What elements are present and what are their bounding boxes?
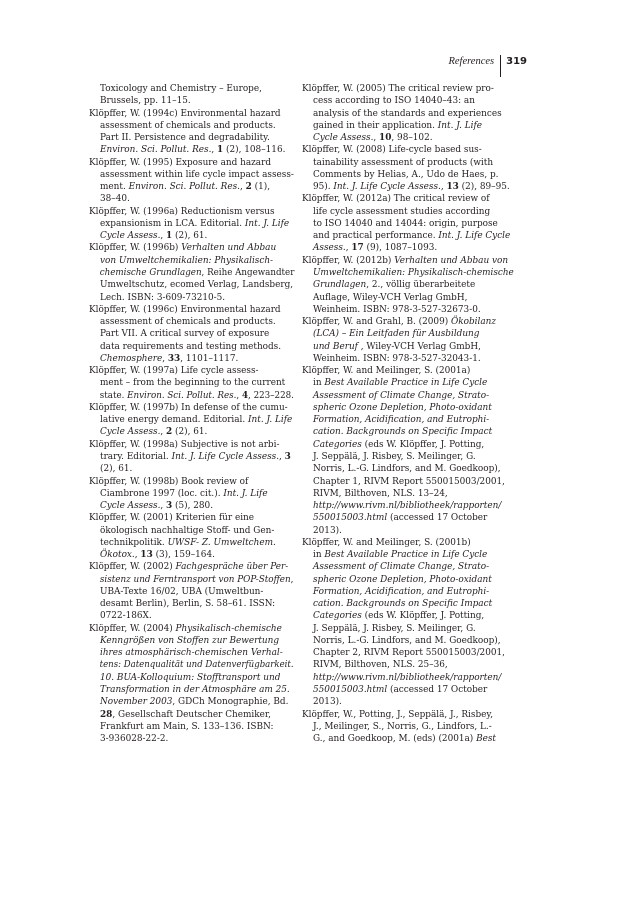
italic-segment: Environ. Sci. Pollut. Res.	[127, 390, 237, 401]
reference-entry-start	[302, 316, 514, 328]
page-number: 319	[506, 56, 527, 67]
text-segment: (eds W. Klöpffer, J. Potting,	[361, 439, 485, 450]
section-title: References	[448, 56, 495, 67]
reference-line	[302, 341, 514, 353]
text-segment: Ciambrone 1997 (loc. cit.).	[100, 488, 224, 499]
italic-segment: Cycle Assess.	[100, 427, 161, 438]
reference-line	[302, 304, 514, 316]
reference-line	[302, 561, 514, 573]
reference-line	[302, 598, 514, 610]
text-segment: , 1101–1117.	[180, 353, 239, 364]
italic-segment: Formation, Acidification, and Eutrophi-	[313, 586, 490, 597]
reference-line	[302, 120, 514, 132]
reference-entry-start	[89, 439, 294, 451]
reference-line	[302, 623, 514, 635]
italic-segment: 10. BUA-Kolloquium: Stofftransport und	[100, 672, 281, 683]
reference-line	[302, 267, 513, 279]
text-segment: and practical performance.	[313, 231, 439, 242]
reference-line	[302, 157, 514, 169]
italic-segment: Int. J. Life Cycle	[438, 231, 511, 242]
reference-line	[302, 218, 514, 230]
reference-line	[302, 647, 514, 659]
text-segment: ,	[440, 182, 447, 193]
text-segment: Klöpffer, W. (2008) Life-cycle based sus-	[302, 145, 482, 156]
reference-line	[302, 488, 514, 500]
italic-segment: von Umweltchemikalien: Physikalisch-	[100, 255, 274, 266]
reference-line	[302, 610, 514, 622]
header-divider	[500, 55, 501, 77]
reference-line	[302, 525, 514, 537]
italic-segment: 550015003.html	[313, 685, 388, 696]
italic-segment: Assessment of Climate Change, Strato-	[313, 390, 490, 401]
text-segment: Klöpffer, W. (2004)	[89, 623, 176, 634]
reference-entry-start	[89, 206, 294, 218]
text-segment: Lech. ISBN: 3-609-73210-5.	[100, 292, 226, 303]
italic-segment: Verhalten und Abbau	[181, 243, 277, 254]
text-segment: Auflage, Wiley-VCH Verlag GmbH,	[313, 292, 468, 303]
reference-entry-start	[89, 108, 294, 120]
reference-line	[89, 316, 294, 328]
reference-line	[302, 402, 514, 414]
bold-segment: 2	[245, 182, 252, 193]
reference-line	[302, 512, 514, 524]
italic-segment: Best Available Practice in Life Cycle	[324, 378, 488, 389]
reference-line	[302, 230, 514, 242]
reference-line	[89, 83, 294, 95]
text-segment: Klöpffer, W. (1996b)	[89, 243, 182, 254]
italic-segment: Chemosphere	[100, 353, 163, 364]
reference-line	[89, 709, 294, 721]
reference-entry-start	[89, 402, 294, 414]
italic-segment: cation. Backgrounds on Specific Impact	[313, 427, 493, 438]
reference-line	[89, 144, 294, 156]
bold-segment: 3	[166, 501, 173, 512]
italic-segment: chemische Grundlagen	[99, 267, 202, 278]
italic-segment: Int. J. Life	[248, 415, 293, 426]
reference-line	[302, 377, 514, 389]
reference-entry-start	[302, 255, 514, 267]
text-segment: Klöpffer, W. and Meilinger, S. (2001b)	[302, 537, 471, 548]
text-segment: assessment within life cycle impact assess-	[100, 169, 294, 180]
text-segment: Brussels, pp. 11–15.	[100, 96, 191, 107]
reference-entry-start	[302, 193, 514, 205]
text-segment: Klöpffer, W. (1998a) Subjective is not arbi-	[89, 439, 280, 450]
text-segment: UBA-Texte 16/02, UBA (Umweltbun-	[100, 586, 264, 597]
italic-segment: Best	[476, 734, 496, 745]
text-segment: Weinheim. ISBN: 978-3-527-32673-0.	[313, 304, 481, 315]
italic-segment: Int. J. Life	[244, 218, 290, 229]
running-header	[448, 55, 527, 77]
reference-line	[302, 206, 514, 218]
text-segment: Chapter 2, RIVM Report 550015003/2001,	[313, 648, 505, 659]
text-segment: ,	[236, 390, 242, 401]
italic-segment: Formation, Acidification, and Eutrophi-	[313, 415, 490, 426]
text-segment: Klöpffer, W. and Grahl, B. (2009)	[302, 317, 451, 328]
text-segment: (2), 61.	[100, 464, 133, 475]
reference-line	[89, 647, 294, 659]
reference-line	[302, 426, 514, 438]
reference-line	[89, 426, 294, 438]
reference-line	[89, 120, 294, 132]
reference-entry-start	[302, 144, 514, 156]
reference-line	[302, 574, 514, 586]
text-segment: RIVM, Bilthoven, NLS. 13–24,	[313, 488, 448, 499]
text-segment: Klöpffer, W. (2002)	[89, 562, 176, 573]
reference-entry-start	[89, 561, 294, 573]
text-segment: (2), 108–116.	[223, 145, 286, 156]
text-segment: ,	[162, 353, 168, 364]
italic-segment: Umweltchemikalien: Physikalisch-chemische	[312, 267, 514, 278]
text-segment: 2013).	[313, 525, 342, 536]
italic-segment: Best Available Practice in Life Cycle	[324, 550, 488, 561]
reference-line	[89, 537, 294, 549]
text-segment: (accessed 17 October	[387, 513, 488, 524]
reference-line	[89, 390, 294, 402]
bold-segment: 1	[166, 231, 173, 242]
bold-segment: 3	[284, 451, 291, 462]
reference-entry-start	[302, 537, 514, 549]
reference-line	[302, 95, 514, 107]
reference-line	[89, 341, 294, 353]
text-segment: Klöpffer, W. (2012b)	[302, 255, 395, 266]
text-segment: 3-936028-22-2.	[100, 734, 169, 745]
reference-line	[89, 684, 294, 696]
text-segment: Klöpffer, W. (1994c) Environmental hazard	[89, 108, 281, 119]
italic-segment: Ökotox.	[100, 550, 135, 561]
reference-line	[89, 549, 294, 561]
reference-line	[89, 193, 294, 205]
text-segment: (eds W. Klöpffer, J. Potting,	[361, 611, 485, 622]
italic-segment: ihres atmosphärisch-chemischen Verhal-	[100, 648, 283, 659]
bold-segment: 10	[379, 133, 392, 144]
text-segment: 2013).	[313, 697, 342, 708]
text-segment: life cycle assessment studies according	[313, 206, 491, 217]
reference-line	[89, 353, 294, 365]
reference-line	[302, 684, 514, 696]
reference-line	[89, 255, 294, 267]
reference-line	[89, 292, 294, 304]
reference-entry-start	[89, 157, 294, 169]
text-segment: ,	[345, 243, 352, 254]
italic-segment: Kenngrößen von Stoffen zur Bewertung	[100, 635, 280, 646]
italic-segment: Int. J. Life Cycle Assess.	[171, 451, 280, 462]
text-segment: (accessed 17 October	[387, 685, 488, 696]
text-segment: ,	[160, 231, 167, 242]
reference-line	[89, 733, 294, 745]
italic-segment: Environ. Sci. Pollut. Res.	[128, 182, 240, 193]
text-segment: ,	[160, 427, 167, 438]
text-segment: , Wiley-VCH Verlag GmbH,	[357, 341, 481, 352]
italic-segment: Cycle Assess.	[313, 133, 374, 144]
text-segment: (3), 159–164.	[152, 550, 215, 561]
text-segment: Toxicology and Chemistry – Europe,	[100, 84, 262, 94]
reference-line	[89, 279, 294, 291]
right-column	[302, 83, 514, 745]
reference-line	[89, 696, 294, 708]
italic-segment: spheric Ozone Depletion, Photo-oxidant	[313, 402, 492, 413]
reference-entry-start	[89, 242, 294, 254]
text-segment: Klöpffer, W. (2001) Kriterien für eine	[89, 513, 255, 524]
text-segment: Comments by Helias, A., Udo de Haes, p.	[313, 169, 499, 180]
text-segment: Klöpffer, W. (2005) The critical review pro-	[302, 84, 494, 94]
reference-line	[89, 377, 294, 389]
reference-line	[89, 635, 294, 647]
italic-segment: Verhalten und Abbau von	[394, 255, 509, 266]
reference-line	[89, 414, 294, 426]
reference-line	[302, 414, 514, 426]
bold-segment: 4	[241, 390, 249, 401]
reference-line	[302, 328, 514, 340]
reference-line	[89, 574, 292, 586]
text-segment: G., and Goedkoop, M. (eds) (2001a)	[313, 734, 477, 745]
text-segment: , Gesellschaft Deutscher Chemiker,	[112, 709, 271, 720]
reference-line	[302, 500, 514, 512]
italic-segment: Int. J. Life	[437, 120, 483, 131]
reference-line	[89, 488, 294, 500]
reference-line	[89, 169, 294, 181]
bold-segment: 2	[166, 427, 173, 438]
reference-entry-start	[89, 512, 294, 524]
text-segment: J. Seppälä, J. Risbey, S. Meilinger, G.	[313, 451, 476, 462]
text-segment: in	[313, 550, 325, 561]
text-segment: ,	[134, 550, 141, 561]
reference-line	[89, 218, 294, 230]
reference-line	[302, 672, 514, 684]
reference-line	[89, 586, 294, 598]
text-segment: data requirements and testing methods.	[100, 341, 282, 352]
text-segment: J. Seppälä, J. Risbey, S. Meilinger, G.	[313, 623, 476, 634]
reference-line	[89, 451, 294, 463]
text-segment: Norris, L.-G. Lindfors, and M. Goedkoop),	[313, 464, 501, 475]
bold-segment: 33	[167, 353, 181, 364]
italic-segment: Physikalisch-chemische	[175, 623, 282, 634]
reference-line	[302, 132, 514, 144]
reference-line	[302, 439, 514, 451]
text-segment: Umweltschutz, ecomed Verlag, Landsberg,	[100, 280, 294, 291]
text-segment: Klöpffer, W. (2012a) The critical review of	[302, 194, 490, 205]
reference-line	[302, 635, 514, 647]
text-segment: Weinheim. ISBN: 978-3-527-32043-1.	[313, 353, 481, 364]
text-segment: state.	[99, 390, 128, 401]
italic-segment: Cycle Assess.	[100, 231, 161, 242]
reference-line	[302, 586, 514, 598]
text-segment: Chapter 1, RIVM Report 550015003/2001,	[313, 476, 505, 487]
text-segment: J., Meilinger, S., Norris, G., Lindfors, L.-	[313, 721, 492, 732]
reference-line	[302, 451, 514, 463]
reference-line	[89, 659, 294, 671]
reference-line	[89, 610, 294, 622]
text-segment: lative energy demand. Editorial.	[100, 415, 249, 426]
italic-segment: http://www.rivm.nl/bibliotheek/rapporten/	[313, 501, 502, 512]
reference-line	[302, 279, 514, 291]
reference-entry-start	[302, 709, 514, 721]
reference-line	[302, 463, 514, 475]
reference-line	[89, 500, 294, 512]
italic-segment: Transformation in der Atmosphäre am 25.	[100, 685, 290, 696]
text-segment: Klöpffer, W. (1997b) In defense of the cumu-	[89, 402, 288, 413]
reference-entry-start	[89, 304, 294, 316]
text-segment: 0722-186X.	[100, 611, 152, 622]
reference-entry-start	[89, 365, 294, 377]
reference-line	[302, 721, 514, 733]
text-segment: , GDCh Monographie, Bd.	[172, 697, 289, 708]
text-segment: , 2., völlig überarbeitete	[366, 280, 476, 291]
reference-line	[89, 328, 294, 340]
text-segment: ökologisch nachhaltige Stoff- und Gen-	[100, 525, 275, 536]
reference-line	[302, 108, 514, 120]
reference-line	[302, 169, 514, 181]
text-segment: ,	[279, 451, 285, 462]
italic-segment: Environ. Sci. Pollut. Res.	[100, 145, 212, 156]
text-segment: (2), 61.	[172, 231, 208, 242]
text-segment: Klöpffer, W., Potting, J., Seppälä, J., Risbey,	[302, 709, 494, 720]
text-segment: (2), 89–95.	[458, 182, 510, 193]
reference-line	[302, 696, 514, 708]
text-segment: cess according to ISO 14040–43: an	[313, 96, 475, 107]
text-segment: ment.	[100, 182, 129, 193]
italic-segment: http://www.rivm.nl/bibliotheek/rapporten/	[313, 672, 502, 683]
text-segment: (1),	[251, 182, 271, 193]
text-segment: analysis of the standards and experiences	[313, 108, 502, 119]
text-segment: 38–40.	[100, 194, 130, 205]
reference-line	[89, 721, 294, 733]
italic-segment: tens: Datenqualität und Datenverfügbarkeit.	[99, 660, 294, 671]
reference-line	[89, 525, 294, 537]
italic-segment: Ökobilanz	[451, 317, 497, 328]
italic-segment: Fachgespräche über Per-	[175, 562, 289, 573]
reference-line	[89, 463, 294, 475]
text-segment: , 98–102.	[391, 133, 433, 144]
italic-segment: sistenz und Ferntransport von POP-Stoffen	[99, 574, 291, 585]
text-segment: desamt Berlin), Berlin, S. 58–61. ISSN:	[100, 599, 276, 610]
reference-line	[89, 672, 294, 684]
text-segment: ,	[290, 574, 294, 585]
italic-segment: Categories	[313, 439, 362, 450]
reference-entry-start	[302, 83, 514, 95]
text-segment: expansionism in LCA. Editorial.	[100, 218, 245, 229]
italic-segment: Int. J. Life Cycle Assess.	[333, 182, 441, 193]
reference-line	[89, 267, 295, 279]
italic-segment: Grundlagen	[313, 280, 367, 291]
reference-line	[89, 95, 294, 107]
text-segment: to ISO 14040 and 14044: origin, purpose	[313, 218, 498, 229]
italic-segment: (LCA) – Ein Leitfaden für Ausbildung	[313, 329, 480, 340]
text-segment: ,	[160, 501, 167, 512]
reference-line	[302, 353, 514, 365]
text-segment: assessment of chemicals and products.	[100, 120, 276, 131]
text-segment: tainability assessment of products (with	[313, 157, 494, 168]
reference-line	[302, 733, 514, 745]
text-segment: Klöpffer, W. (1996a) Reductionism versus	[89, 206, 275, 217]
text-segment: ment – from the beginning to the current	[100, 378, 286, 389]
text-segment: trary. Editorial.	[100, 451, 172, 462]
text-segment: ,	[211, 145, 218, 156]
text-segment: gained in their application.	[313, 120, 438, 131]
italic-segment: Categories	[313, 611, 362, 622]
text-segment: (9), 1087–1093.	[363, 243, 438, 254]
text-segment: Part VII. A critical survey of exposure	[100, 329, 270, 340]
reference-line	[302, 549, 514, 561]
text-segment: Klöpffer, W. and Meilinger, S. (2001a)	[302, 366, 471, 377]
text-segment: assessment of chemicals and products.	[100, 317, 276, 328]
italic-segment: 550015003.html	[313, 513, 388, 524]
italic-segment: November 2003	[100, 697, 173, 708]
text-segment: Klöpffer, W. (1997a) Life cycle assess-	[89, 366, 259, 377]
reference-line	[89, 230, 294, 242]
italic-segment: Assess.	[313, 243, 346, 254]
text-segment: (5), 280.	[172, 501, 214, 512]
italic-segment: Cycle Assess.	[100, 501, 161, 512]
reference-line	[302, 181, 514, 193]
text-segment: Klöpffer, W. (1998b) Book review of	[89, 476, 249, 487]
reference-line	[302, 390, 514, 402]
text-segment: RIVM, Bilthoven, NLS. 25–36,	[313, 660, 448, 671]
text-segment: 95).	[313, 182, 334, 193]
reference-entry-start	[89, 623, 294, 635]
left-column	[89, 83, 294, 745]
text-segment: technikpolitik.	[100, 537, 168, 548]
bold-segment: 13	[140, 550, 153, 561]
text-segment: Klöpffer, W. (1996c) Environmental hazard	[89, 304, 281, 315]
text-segment: ,	[373, 133, 380, 144]
reference-entry-start	[89, 476, 294, 488]
text-segment: , Reihe Angewandter	[201, 267, 295, 278]
bold-segment: 17	[351, 243, 364, 254]
reference-line	[89, 598, 294, 610]
italic-segment: und Beruf	[313, 341, 358, 352]
bold-segment: 13	[446, 182, 459, 193]
reference-line	[302, 476, 514, 488]
text-segment: ,	[239, 182, 246, 193]
bold-segment: 28	[100, 709, 113, 720]
text-segment: Frankfurt am Main, S. 133–136. ISBN:	[100, 721, 274, 732]
text-segment: Klöpffer, W. (1995) Exposure and hazard	[89, 157, 272, 168]
text-segment: Norris, L.-G. Lindfors, and M. Goedkoop),	[313, 635, 501, 646]
italic-segment: UWSF- Z. Umweltchem.	[167, 537, 276, 548]
reference-line	[302, 292, 514, 304]
italic-segment: Assessment of Climate Change, Strato-	[313, 562, 490, 573]
text-segment: , 223–228.	[248, 390, 294, 401]
reference-line	[89, 181, 294, 193]
italic-segment: cation. Backgrounds on Specific Impact	[313, 599, 493, 610]
text-segment: Part II. Persistence and degradability.	[100, 133, 270, 144]
reference-line	[302, 659, 514, 671]
text-segment: in	[313, 378, 325, 389]
reference-line	[89, 132, 294, 144]
reference-line	[302, 242, 514, 254]
bold-segment: 1	[217, 145, 224, 156]
italic-segment: Int. J. Life	[223, 488, 268, 499]
text-segment: (2), 61.	[172, 427, 208, 438]
reference-entry-start	[302, 365, 514, 377]
italic-segment: spheric Ozone Depletion, Photo-oxidant	[313, 574, 492, 585]
